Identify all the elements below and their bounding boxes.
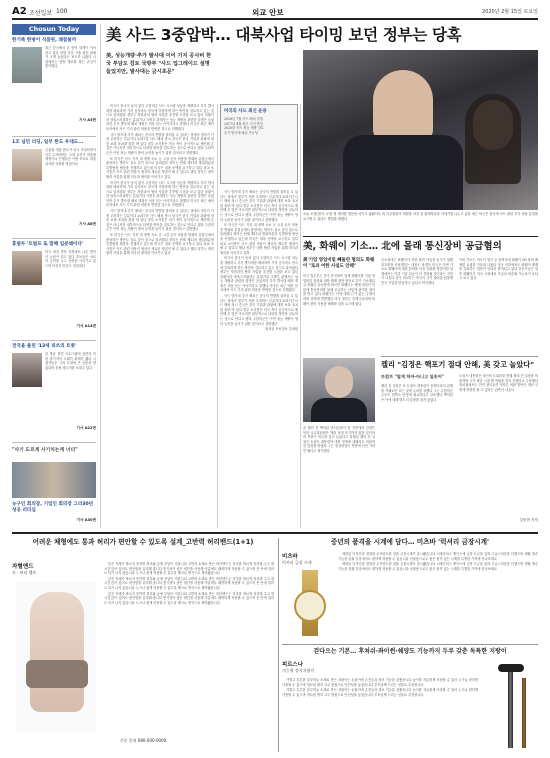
ad-right-top-headline: 중년의 품격을 시계에 담다… 미츠바 '럭셔리 금장시계' (330, 538, 490, 546)
ad-right-bottom-body (282, 678, 478, 750)
lead-headline[interactable]: 美 사드 3중압박… 대북사업 타이밍 보던 정부는 당혹 (106, 26, 462, 44)
photo-figure-right-hair (465, 94, 521, 184)
sidebar-item-byline: 기사 A14면 (76, 324, 96, 328)
ad-right-top-brand: 미츠바 (282, 554, 298, 560)
story2-body-col3: 이번 기소는 미국이 영국 등 동맹국에 화웨이 5G 장비 배제를 요청한 가운데 나왔다 미국 의회에서도 화웨이 제재를 강화하는 법안이 잇따라 발의되고 있다 전문가들은 향후 화웨이가 미국 시장에서 사실상 퇴출될 가능성이 높다고 보고 있다 (459, 258, 538, 281)
ad-right-top-body (338, 552, 538, 640)
sidebar-divider (12, 238, 96, 239)
ad-right-bottom-headline: 걷다으는 기본… 후쳐쉬·좌이쒼·쉐양도 기능까지 두루 갖춘 독특한 지팡이 (313, 648, 507, 655)
issue-date: 2020년 2월 15일 토요일 (481, 9, 538, 15)
cane-handle (498, 664, 524, 672)
ad-left-brand: 자혈앤드 (12, 564, 34, 570)
ad-right-bottom[interactable] (282, 648, 538, 752)
lead-column-rule-2 (300, 104, 301, 528)
sidebar-bottom-title: 농구인 회의장, 기업인 회의장 그리30년 성공 리더십 (12, 502, 94, 513)
photo-figure-left (373, 70, 433, 140)
story2-portrait (303, 358, 375, 422)
story2-body-col6: 트럼프 대통령은 자신의 트위터를 통해 켈리 전 실장을 비판하며 그가 재임 시절 제 역할을 하지 못했다고 주장했다 정치권에서는 전직 참모들의 잇따른 비판 발언이 대선 국면에 영향을 줄 수 있다는 관측이 나온다 (459, 374, 538, 392)
story2-body-col1: 미국 법무부는 중국 통신장비 업체 화웨이를 기업 영업비밀 절취와 대북 제재 위반 혐의로 추가 기소했다고 밝혔다 공소장에 따르면 화웨이는 제재 대상인 북한에 통신장비를 몰래 공급하는 사업에 관여한 혐의를 받고 있다 화웨이는 이에 대해 근거 없는 주장이라며 강하게 반발했다 미국 정부는 동맹국들에게 화웨이 장비 사용을 배제할 것을 요구해 왔다 (303, 274, 375, 306)
ad-right-bottom-brand: 피르스나 (282, 662, 303, 668)
ad-right-divider (282, 644, 538, 645)
sidebar (12, 24, 96, 528)
ad-right-top-sub: 럭셔리 금장 시계 (282, 560, 312, 565)
lead-col1-text-cont2: 또 미국은 사드 기지 내 장병 숙소 등 시설 공사 비용을 방위비 분담금에서 충당하는 방안도 검토 중인 것으로 알려졌다 한미는 현재 제11차 방위비분담 특별협정 협상을 진행하고 있는데 미국은 대폭 증액을 요구하고 있다 외교 소식통은 사드 관련 비용이 협상의 새로운 쟁점이 될 수 있다고 했다 정부는 대북 협력 사업을 위해 미국과 협의를 이어가고 있다 (106, 156, 214, 179)
info-box-line: 2016년 7월 사드 배치 결정 (224, 117, 263, 121)
sidebar-item-byline: 기사 A8면 (79, 222, 96, 226)
sidebar-column-rule (100, 24, 101, 528)
sidebar-item-byline: 기사 A22면 (76, 426, 96, 430)
sidebar-header: Chosun Today (12, 24, 96, 35)
sidebar-photo (12, 353, 42, 387)
ad-left-body-text: 앉은 자세가 바르지 못하면 허리와 등에 부담이 커집니다 고반력 소재로 만든 허리밴드는 척추를 바르게 지지해 주고 장시간 앉아 있어도 편안함을 유지해 줍니다 통기성이 좋은 원단을 사용해 여름에도 쾌적하게 착용할 수 있으며 옷 안에 입어도 티가 나지 않습니다 누구나 쉽게 착용할 수 있도록 벨크로 방식으로 제작됐습니다 (104, 562, 274, 576)
ad-right-top[interactable] (282, 538, 538, 642)
sidebar-bottom-photo (12, 462, 96, 498)
ad-left-contact: 주문 문의 080-000-0000 (119, 738, 167, 743)
ad-left-product-image (16, 582, 96, 732)
ad-left[interactable] (12, 538, 274, 752)
sidebar-item[interactable] (12, 344, 96, 440)
sidebar-item-body: 최근 중국에서 온 방역 대책이 이어지고 있다 한방 건강 식품 관련 판매가 크게 늘었다는 보도가 나왔다 시장에서는 한방 재료를 찾는 손님이 많아졌다 (45, 46, 96, 69)
lead-deck: 美, 성능개량·추가 발사대 이어 기지 공사비 한국 부담도 검토 국방부 "사드 업그레이드 설명 들었지만, 발사대는 금시초문" (106, 53, 212, 75)
ad-left-body-text-cont2: 앉은 자세가 바르지 못하면 허리와 등에 부담이 커집니다 고반력 소재로 만든 허리밴드는 척추를 바르게 지지해 주고 장시간 앉아 있어도 편안함을 유지해 줍니다 통기성이 좋은 원단을 사용해 여름에도 쾌적하게 착용할 수 있으며 옷 안에 입어도 티가 나지 않습니다 누구나 쉽게 착용할 수 있도록 벨크로 방식으로 제작됐습니다 (104, 591, 274, 605)
sidebar-quote: "사기 도르게 사기치는게 너더" (12, 448, 78, 453)
info-box-line: 2017년 4월 성주 기지 반입 (224, 121, 263, 126)
story2-byline: 김동현 기자 (519, 518, 538, 522)
back-brace-shape (30, 592, 84, 712)
lead-col1-text-cont4: 사드 발사대 추가 배치는 중국의 반발을 불러올 수 있다는 점에서 정부가 가장 우려하는 부분이다 2017년 사드 배치 당시 중국은 한국 기업과 관광에 대한 보복 조치를 취한 바 있다 정부 소식통은 미국 측이 공식적으로 제안해 온 것은 아니지만 내부적으로 다양한 방안을 검토하는 것으로 안다고 했다 주한미군은 이번 성능 개량이 방어 능력을 높이기 위한 것이라고 설명했다 (106, 209, 214, 232)
lead-col2-byline: 워싱턴 조선일보 특파원 (265, 327, 298, 332)
cane-shaft-2 (522, 678, 526, 748)
sidebar-photo (12, 149, 42, 181)
ad-left-body (104, 562, 274, 732)
photo-figure-left-body (343, 135, 463, 210)
ad-right-bottom-body-text: 가볍고 튼튼한 알루미늄 소재로 만든 지팡이는 손잡이에 손전등과 경보 기능을 갖췄습니다 높이를 자유롭게 조절할 수 있어 누구나 편하게 사용할 수 있으며 미끄럼 방지 고무 받침으로 안전성을 높였습니다 부모님께 드리는 선물로 추천합니다 (282, 678, 478, 687)
sidebar-item-body: 금융권 대출 한도가 다시 조정되면서 일부 고객에게는 우대 조건이 적용될 예정이다 은행들은 이번 조치로 대출 심사를 강화할 방침이다 (45, 148, 96, 166)
lead-col1-text-cont5: 또 미국은 사드 기지 내 장병 숙소 등 시설 공사 비용을 방위비 분담금에서 충당하는 방안도 검토 중인 것으로 알려졌다 한미는 현재 제11차 방위비분담 특별협정 협상을 진행하고 있는데 미국은 대폭 증액을 요구하고 있다 외교 소식통은 사드 관련 비용이 협상의 새로운 쟁점이 될 수 있다고 했다 정부는 대북 협력 사업을 위해 미국과 협의를 이어가고 있다 (106, 233, 214, 256)
story2-headline[interactable]: 美, 화웨이 기소… 北에 몰래 통신장비 공급혐의 (303, 241, 502, 252)
ad-right-top-body-text-cont: 세련된 디자인과 정밀한 무브먼트를 갖춘 금장시계가 출시됐습니다 스테인리스 케이스에 금장 도금을 입혀 고급스러움을 더했으며 생활 방수 기능을 갖춰 일상에서도 편하게 착용할 수 있습니다 선물용으로도 좋은 품격 있는 시계를 특별한 가격에 만나보세요 (338, 562, 538, 571)
sidebar-item-title: 한기족 한방이 식품판, 쾌참물까 (12, 38, 77, 43)
sidebar-item[interactable] (12, 38, 96, 134)
lead-column-rule (217, 104, 218, 528)
lead-photo-caption: 오늘 오전(현지 시각) 영 세어를 방문한 마이크 폼페이오 미 국무장관이 회담을 마친 뒤 관계자들과 이야기를 나누고 있다 최근 미국은 한국에 사드 관련 추가 비용 분담을 요구할 수 있다는 방침을 밝혔다 (303, 212, 538, 221)
lead-col2-text-cont: 또 미국은 사드 기지 내 장병 숙소 등 시설 공사 비용을 방위비 분담금에서 충당하는 방안도 검토 중인 것으로 알려졌다 한미는 현재 제11차 방위비분담 특별협정 협상을 진행하고 있는데 미국은 대폭 증액을 요구하고 있다 외교 소식통은 사드 관련 비용이 협상의 새로운 쟁점이 될 수 있다고 했다 정부는 대북 협력 사업을 위해 미국과 협의를 이어가고 있다 (220, 223, 298, 255)
info-box-title: 미국의 사드 최신 운용 (224, 109, 267, 114)
ad-right-bottom-body-text-cont: 가볍고 튼튼한 알루미늄 소재로 만든 지팡이는 손잡이에 손전등과 경보 기능을 갖췄습니다 높이를 자유롭게 조절할 수 있어 누구나 편하게 사용할 수 있으며 미끄럼 방지 고무 받침으로 안전성을 높였습니다 부모님께 드리는 선물로 추천합니다 (282, 688, 478, 697)
portrait-face (325, 366, 353, 398)
story2-body-col2: 공소장에는 화웨이가 북한 관련 사업을 숨기기 위해 암호명을 사용했다는 내용도 담겼다 미국은 이번 기소로 화웨이에 대한 압박을 더욱 강화할 방침이다 업계에서는 미중 기술 갈등이 더 격화될 것이라는 전망이 나온다 중국 외교부는 미국이 국가 권력을 남용해 중국 기업을 탄압하고 있다고 비난했다 (381, 258, 453, 285)
ad-right-bottom-sub: 지능형 정지지팡이 (282, 668, 315, 673)
story2-body-col4: 존 켈리 전 백악관 비서실장이 한 강연에서 김정은 북한 국무위원장은 핵을 절대 포기하지 않을 것이라며 북한이 미국을 갖고 놀았다고 말했다 켈리 전 실장은 트럼프 대통령의 대북 정책에 대해서도 비판적인 입장을 밝혔다 그는 정상회담이 북한에 선전 기회만 줬다고 평가했다 (303, 426, 375, 453)
anniversary-mark: 100 (56, 8, 68, 15)
sidebar-item-title: 전국을 울린 '13세 피쓰의 트롯' (12, 344, 77, 349)
sidebar-item-title: 1조 넘던 리딩, 일부 한도 우대도... (12, 140, 84, 145)
portrait-suit (311, 398, 367, 422)
story2-rule (303, 236, 538, 237)
sidebar-item[interactable] (12, 242, 96, 338)
ad-left-headline: 어려운 체형에도 통과 허리가 편안할 수 있도록 설계_고반력 허리밴드(1+1) (32, 538, 254, 546)
lead-info-box (220, 104, 298, 184)
story2-body-col5: 켈리 전 실장은 또 트럼프 대통령이 동맹국과의 관계를 거래로만 보는 것에 우려를 표했다 그는 주한미군 주둔이 한반도 안정에 필요하다고 강조했다 백악관은 이에 대해 별도의 입장을 내지 않았다 (381, 384, 453, 402)
lead-body-col1 (106, 104, 214, 528)
sidebar-item-title: 홍범두 '트럼프 또 말해 입분쾌이다' (12, 242, 84, 247)
watch-face (294, 590, 326, 622)
lead-col1-text-cont3: 미국이 한국이 동의 없이 주한미군 사드 시스템 성능을 개량하고 추가 발사대를 배치하며 기지 공사비도 한국에 부담하게 하는 방안을 검토하고 있는 것으로 알려졌다 정부는 북한과의 협력 사업을 추진할 시점을 보고 있던 상황이라 당혹스러워하는 분위기다 국방부 관계자는 성능 개량과 관련한 설명은 들었지만 추가 발사대 배치 계획은 처음 듣는 이야기라고 말했다 미국은 최근 예산 문서에서 사드 기지 관련 비용을 반영한 것으로 전해졌다 (106, 180, 214, 208)
lead-col2-text: 사드 발사대 추가 배치는 중국의 반발을 불러올 수 있다는 점에서 정부가 가장 우려하는 부분이다 2017년 사드 배치 당시 중국은 한국 기업과 관광에 대한 보복 조치를 취한 바 있다 정부 소식통은 미국 측이 공식적으로 제안해 온 것은 아니지만 내부적으로 다양한 방안을 검토하는 것으로 안다고 했다 주한미군은 이번 성능 개량이 방어 능력을 높이기 위한 것이라고 설명했다 (220, 190, 298, 222)
lead-body-col2 (220, 190, 298, 528)
masthead-rule (12, 18, 538, 20)
sidebar-item[interactable] (12, 140, 96, 236)
lead-col1-text: 미국이 한국이 동의 없이 주한미군 사드 시스템 성능을 개량하고 추가 발사대를 배치하며 기지 공사비도 한국에 부담하게 하는 방안을 검토하고 있는 것으로 알려졌다 정부는 북한과의 협력 사업을 추진할 시점을 보고 있던 상황이라 당혹스러워하는 분위기다 국방부 관계자는 성능 개량과 관련한 설명은 들었지만 추가 발사대 배치 계획은 처음 듣는 이야기라고 말했다 미국은 최근 예산 문서에서 사드 기지 관련 비용을 반영한 것으로 전해졌다 (106, 104, 214, 131)
story2-second-headline[interactable]: 켈리 "김정은 핵포기 절대 안해, 美 갖고 놀았다" (381, 360, 534, 369)
lead-col2-text-cont2: 미국이 한국이 동의 없이 주한미군 사드 시스템 성능을 개량하고 추가 발사대를 배치하며 기지 공사비도 한국에 부담하게 하는 방안을 검토하고 있는 것으로 알려졌다 정부는 북한과의 협력 사업을 추진할 시점을 보고 있던 상황이라 당혹스러워하는 분위기다 국방부 관계자는 성능 개량과 관련한 설명은 들었지만 추가 발사대 배치 계획은 처음 듣는 이야기라고 말했다 미국은 최근 예산 문서에서 사드 기지 관련 비용을 반영한 것으로 전해졌다 (220, 256, 298, 293)
ad-section-rule (12, 532, 538, 534)
lead-col2-text-cont3: 사드 발사대 추가 배치는 중국의 반발을 불러올 수 있다는 점에서 정부가 가장 우려하는 부분이다 2017년 사드 배치 당시 중국은 한국 기업과 관광에 대한 보복 조치를 취한 바 있다 정부 소식통은 미국 측이 공식적으로 제안해 온 것은 아니지만 내부적으로 다양한 방안을 검토하는 것으로 안다고 했다 주한미군은 이번 성능 개량이 방어 능력을 높이기 위한 것이라고 설명했다 (220, 294, 298, 326)
paper-name: 조선일보 (29, 10, 53, 17)
info-box-line: 추가 발사대 배치 가능성 (224, 130, 258, 135)
info-box-line: 2020년 사드 성능 개량 검토 (224, 126, 264, 131)
sidebar-divider (12, 340, 96, 341)
ad-column-rule (278, 538, 279, 752)
sidebar-bottom-byline: 기사 A30면 (76, 518, 96, 522)
cane-shaft (508, 670, 513, 748)
story2-sub-rule (381, 356, 538, 357)
story2-subhead: 美'기업 영업비밀 빼돌린 혐의도 화웨이 "로과 어한 사실도 안해" (303, 258, 375, 270)
ad-watch-image (288, 570, 332, 636)
sidebar-item-body: 한 방송 경연 프로그램에 출연한 어린 참가자의 노래가 화제가 됐다 시청자들은 그의 무대에 큰 감동을 받았다며 응원 메시지를 보내고 있다 (45, 352, 96, 370)
ad-cane-image (486, 660, 538, 750)
sidebar-photo (12, 47, 42, 83)
sidebar-photo (12, 251, 42, 285)
story2-second-deck: 트럼프 "빌게 하자·아니고 일송어" (381, 374, 444, 379)
lead-photo[interactable] (303, 50, 538, 210)
lead-col1-text-cont: 사드 발사대 추가 배치는 중국의 반발을 불러올 수 있다는 점에서 정부가 가장 우려하는 부분이다 2017년 사드 배치 당시 중국은 한국 기업과 관광에 대한 보복 조치를 취한 바 있다 정부 소식통은 미국 측이 공식적으로 제안해 온 것은 아니지만 내부적으로 다양한 방안을 검토하는 것으로 안다고 했다 주한미군은 이번 성능 개량이 방어 능력을 높이기 위한 것이라고 설명했다 (106, 132, 214, 155)
ad-right-top-body-text: 세련된 디자인과 정밀한 무브먼트를 갖춘 금장시계가 출시됐습니다 스테인리스 케이스에 금장 도금을 입혀 고급스러움을 더했으며 생활 방수 기능을 갖춰 일상에서도 편하게 착용할 수 있습니다 선물용으로도 좋은 품격 있는 시계를 특별한 가격에 만나보세요 (338, 552, 538, 561)
page-number: A2 (12, 6, 27, 17)
masthead (12, 6, 538, 18)
sidebar-item-byline: 기사 A3면 (79, 118, 96, 122)
sidebar-divider (12, 136, 96, 137)
ad-left-sub: 등 · 허리 밸트 (12, 570, 37, 575)
sidebar-item-body: 미국 대선 경선 과정에서 나온 발언이 논란이 되고 있다 후보들은 서로의 공약을 두고 공방을 이어가고 있으며 여론의 반응도 엇갈린다 (45, 250, 96, 268)
sidebar-divider (12, 442, 96, 443)
ad-left-body-text-cont: 앉은 자세가 바르지 못하면 허리와 등에 부담이 커집니다 고반력 소재로 만든 허리밴드는 척추를 바르게 지지해 주고 장시간 앉아 있어도 편안함을 유지해 줍니다 통기성이 좋은 원단을 사용해 여름에도 쾌적하게 착용할 수 있으며 옷 안에 입어도 티가 나지 않습니다 누구나 쉽게 착용할 수 있도록 벨크로 방식으로 제작됐습니다 (104, 576, 274, 590)
back-brace-band (26, 660, 88, 688)
section-title: 외교 안보 (252, 8, 284, 17)
